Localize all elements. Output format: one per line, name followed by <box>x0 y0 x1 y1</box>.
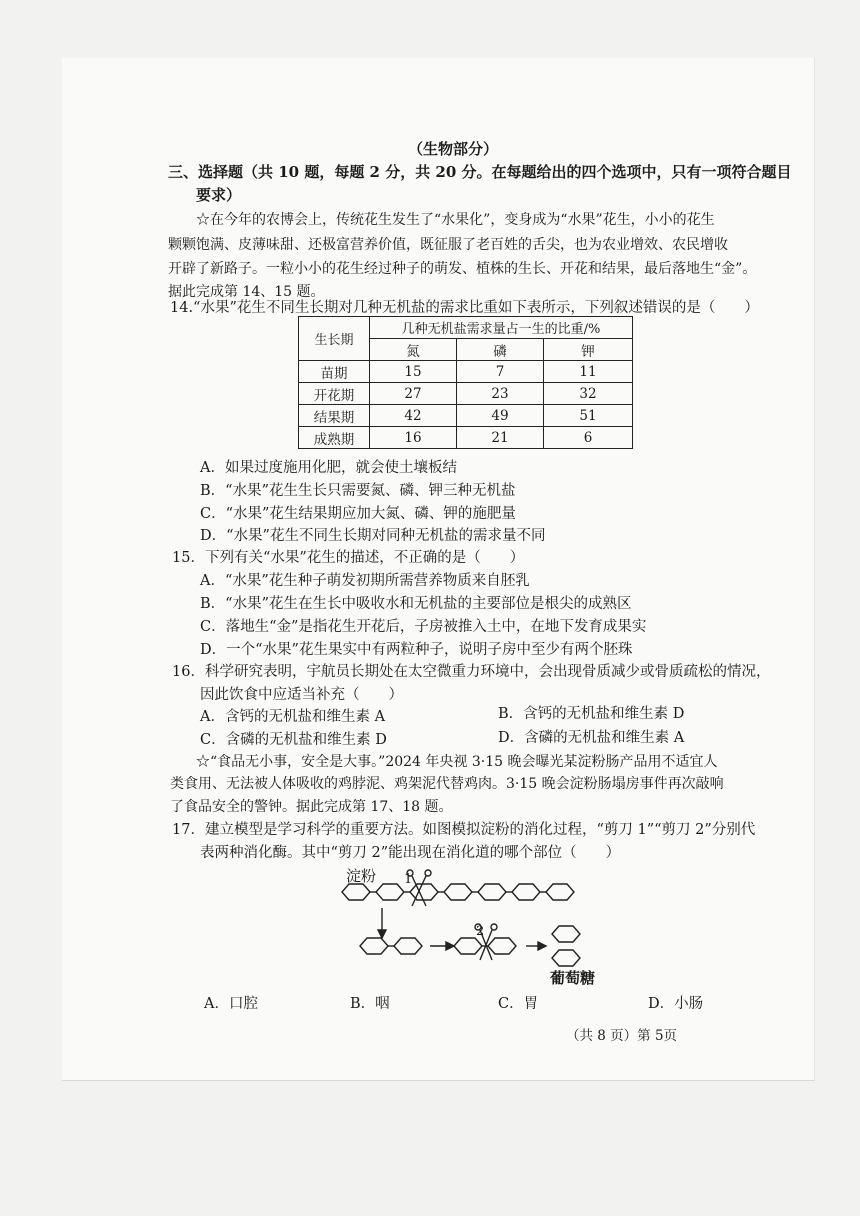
glucose-unit-2 <box>552 950 580 966</box>
table-cell-stage: 苗期 <box>299 361 370 383</box>
table-cell: 32 <box>544 383 633 405</box>
table-cell: 15 <box>370 361 457 383</box>
q14-table <box>298 316 633 449</box>
maltose-unit-1 <box>360 938 388 954</box>
intro1-line1: ☆在今年的农博会上，传统花生发生了“水果化”，变身成为“水果”花生，小小的花生 <box>196 212 715 228</box>
q16-stem-line1: 16．科学研究表明，宇航员长期处在太空微重力环境中，会出现骨质减少或骨质疏松的情况， <box>172 664 771 680</box>
q17-stem-line2: 表两种消化酶。其中“剪刀 2”能出现在消化道的哪个部位（ ） <box>200 845 621 861</box>
table-row <box>299 383 633 405</box>
part-heading-line1: 三、选择题（共 10 题，每题 2 分，共 20 分。在每题给出的四个选项中，只有一项符合题目 <box>168 163 792 181</box>
q16-option-d: D．含磷的无机盐和维生素 A <box>498 730 685 746</box>
q17-option-c: C．胃 <box>498 996 539 1012</box>
table-cell: 51 <box>544 405 633 427</box>
maltose-unit-4 <box>488 938 516 954</box>
q14-option-c: C．“水果”花生结果期应加大氮、磷、钾的施肥量 <box>200 506 516 522</box>
q17-stem-line1: 17．建立模型是学习科学的重要方法。如图模拟淀粉的消化过程，“剪刀 1”“剪刀 2”分别代 <box>172 822 756 838</box>
q14-option-b: B．“水果”花生生长只需要氮、磷、钾三种无机盐 <box>200 483 516 499</box>
table-cell: 49 <box>457 405 544 427</box>
starch-digestion-diagram <box>330 860 610 980</box>
q15-option-b: B．“水果”花生在生长中吸收水和无机盐的主要部位是根尖的成熟区 <box>200 596 632 612</box>
q16-option-a: A．含钙的无机盐和维生素 A <box>200 709 386 725</box>
intro2-line3: 了食品安全的警钟。据此完成第 17、18 题。 <box>170 799 453 815</box>
scissor1-label: 1 <box>404 872 413 887</box>
intro2-line2: 类食用、无法被人体吸收的鸡脖泥、鸡架泥代替鸡肉。3·15 晚会淀粉肠塌房事件再次敲响 <box>170 776 724 792</box>
q15-option-d: D．一个“水果”花生果实中有两粒种子，说明子房中至少有两个胚珠 <box>200 642 633 658</box>
table-col-header: 氮 <box>370 339 457 361</box>
glucose-label: 葡萄糖 <box>550 969 596 987</box>
starch-unit-2 <box>376 884 404 900</box>
starch-unit-5 <box>478 884 506 900</box>
table-cell: 11 <box>544 361 633 383</box>
q17-option-a: A．口腔 <box>204 996 258 1012</box>
q15-option-c: C．落地生“金”是指花生开花后，子房被推入土中，在地下发育成果实 <box>200 619 647 635</box>
table-cell-stage: 开花期 <box>299 383 370 405</box>
starch-label: 淀粉 <box>346 867 377 885</box>
table-col-header: 磷 <box>457 339 544 361</box>
intro1-line3: 开辟了新路子。一粒小小的花生经过种子的萌发、植株的生长、开花和结果，最后落地生“金”。 <box>168 261 757 277</box>
glucose-unit-1 <box>552 926 580 942</box>
q14-option-a: A．如果过度施用化肥，就会使土壤板结 <box>200 460 457 476</box>
q14-option-d: D．“水果”花生不同生长期对同种无机盐的需求量不同 <box>200 528 546 544</box>
q16-stem-line2: 因此饮食中应适当补充（ ） <box>200 687 403 703</box>
table-cell: 23 <box>457 383 544 405</box>
table-cell-stage: 成熟期 <box>299 427 370 449</box>
table-cell: 7 <box>457 361 544 383</box>
q16-option-c: C．含磷的无机盐和维生素 D <box>200 732 387 748</box>
table-cell: 21 <box>457 427 544 449</box>
starch-unit-1 <box>342 884 370 900</box>
table-row <box>299 427 633 449</box>
table-cell: 16 <box>370 427 457 449</box>
table-cell: 42 <box>370 405 457 427</box>
q17-option-b: B．咽 <box>350 996 390 1012</box>
maltose-unit-3 <box>454 938 482 954</box>
table-row-header: 生长期 <box>299 317 370 361</box>
starch-unit-3 <box>410 884 438 900</box>
page-footer: （共 8 页）第 5页 <box>566 1028 678 1044</box>
part-heading-line2: 要求） <box>196 186 242 204</box>
starch-unit-6 <box>512 884 540 900</box>
table-row <box>299 361 633 383</box>
q17-option-d: D．小肠 <box>648 996 704 1012</box>
q15-stem: 15．下列有关“水果”花生的描述，不正确的是（ ） <box>172 550 525 566</box>
table-cell: 6 <box>544 427 633 449</box>
q16-option-b: B．含钙的无机盐和维生素 D <box>498 706 685 722</box>
table-cell-stage: 结果期 <box>299 405 370 427</box>
maltose-unit-2 <box>394 938 422 954</box>
starch-unit-7 <box>546 884 574 900</box>
q15-option-a: A．“水果”花生种子萌发初期所需营养物质来自胚乳 <box>200 573 530 589</box>
section-title: （生物部分） <box>408 140 499 158</box>
intro1-line2: 颗颗饱满、皮薄味甜、还极富营养价值，既征服了老百姓的舌尖，也为农业增效、农民增收 <box>168 237 728 253</box>
table-cell: 27 <box>370 383 457 405</box>
q14-stem: 14.“水果”花生不同生长期对几种无机盐的需求比重如下表所示，下列叙述错误的是（ ） <box>170 300 759 316</box>
starch-unit-4 <box>444 884 472 900</box>
intro2-line1: ☆“食品无小事，安全是大事。”2024 年央视 3·15 晚会曝光某淀粉肠产品用不适宜人 <box>196 754 718 770</box>
intro1-line4: 据此完成第 14、15 题。 <box>168 284 325 300</box>
table-row <box>299 405 633 427</box>
table-col-header: 钾 <box>544 339 633 361</box>
table-group-header: 几种无机盐需求量占一生的比重/% <box>370 317 633 339</box>
scissor2-label: 2 <box>476 924 485 939</box>
